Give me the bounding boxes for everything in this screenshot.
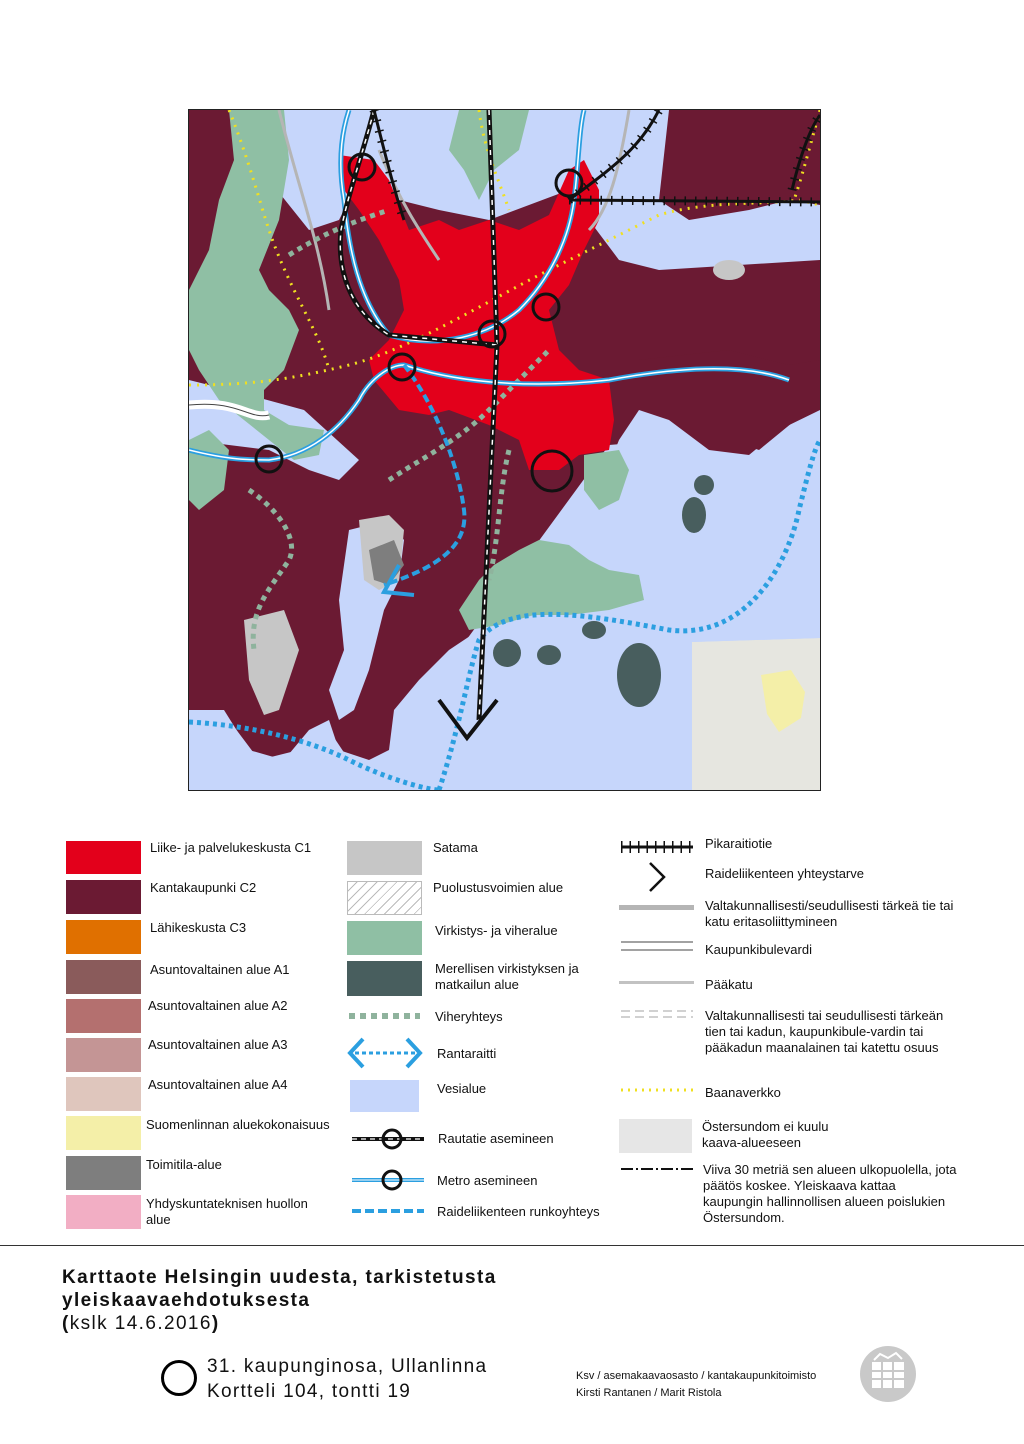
legend-label: Lähikeskusta C3 bbox=[150, 920, 247, 935]
legend-swatch-puolustus bbox=[347, 881, 422, 915]
footer-divider bbox=[0, 1245, 1024, 1246]
legend-swatch-toimitila bbox=[66, 1156, 141, 1190]
light-rail-line bbox=[569, 200, 820, 202]
legend-label: Merellisen virkistyksen ja matkailun alue bbox=[435, 961, 579, 992]
legend-label: Viheryhteys bbox=[435, 1009, 503, 1024]
location-line-2: Kortteli 104, tontti 19 bbox=[207, 1381, 412, 1402]
legend-swatch-a1 bbox=[66, 960, 141, 994]
legend-label: Suomenlinnan aluekokonaisuus bbox=[146, 1117, 330, 1132]
island bbox=[617, 643, 661, 707]
legend-symbol-bulevardi bbox=[619, 938, 695, 954]
legend-swatch-yhdyskunta bbox=[66, 1195, 141, 1229]
legend-symbol-paakatu bbox=[619, 981, 694, 984]
credit-line-1: Ksv / asemakaavaosasto / kantakaupunkitoimisto bbox=[576, 1370, 817, 1382]
island bbox=[582, 621, 606, 639]
legend-label: Viiva 30 metriä sen alueen ulkopuolella, jota päätös koskee. Yleiskaava kattaa kaupungin hallinnollisen alueen poislukien Östersundom. bbox=[703, 1162, 957, 1225]
legend-symbol-rautatie bbox=[350, 1126, 426, 1152]
island bbox=[713, 260, 745, 280]
island bbox=[493, 639, 521, 667]
general-plan-map bbox=[188, 109, 821, 791]
island bbox=[694, 475, 714, 495]
map-title-line-1: Karttaote Helsingin uudesta, tarkistetusta bbox=[62, 1267, 497, 1288]
legend-label: Pikaraitiotie bbox=[705, 836, 773, 851]
legend-label: Valtakunnallisesti/seudullisesti tärkeä tie tai katu eritasoliittymineen bbox=[705, 898, 954, 929]
legend-swatch-satama bbox=[347, 841, 422, 875]
legend-label: Raideliikenteen yhteystarve bbox=[705, 866, 864, 881]
location-line-1: 31. kaupunginosa, Ullanlinna bbox=[207, 1356, 488, 1377]
legend-label: Asuntovaltainen alue A4 bbox=[148, 1077, 288, 1092]
legend-symbol-yhteystarve bbox=[645, 860, 669, 894]
legend-label: Raideliikenteen runkoyhteys bbox=[437, 1204, 600, 1219]
location-circle-icon bbox=[161, 1360, 197, 1396]
legend-symbol-pikaraitiotie bbox=[619, 838, 695, 856]
legend-label: Östersundom ei kuulu kaava-alueeseen bbox=[702, 1119, 829, 1150]
legend-swatch-a2 bbox=[66, 999, 141, 1033]
legend-label: Kaupunkibulevardi bbox=[705, 942, 812, 957]
legend-label: Baanaverkko bbox=[705, 1085, 781, 1100]
legend-symbol-viheryhteys bbox=[347, 1010, 422, 1022]
legend-swatch-ostersundom bbox=[619, 1119, 692, 1153]
legend-swatch-a4 bbox=[66, 1077, 141, 1111]
legend-swatch-c2 bbox=[66, 880, 141, 914]
legend-label: Asuntovaltainen alue A2 bbox=[148, 998, 288, 1013]
legend-label: Liike- ja palvelukeskusta C1 bbox=[150, 840, 312, 855]
legend-symbol-valtakunnallinen bbox=[619, 905, 694, 910]
legend-symbol-maanalainen bbox=[619, 1008, 695, 1020]
legend-label: Vesialue bbox=[437, 1081, 487, 1096]
legend-swatch-virkistys bbox=[347, 921, 422, 955]
legend-label: Asuntovaltainen alue A3 bbox=[148, 1037, 288, 1052]
legend-swatch-suomenlinna bbox=[66, 1116, 141, 1150]
city-planning-logo-icon bbox=[860, 1346, 916, 1402]
legend-swatch-merellinen bbox=[347, 961, 422, 996]
legend-swatch-c3 bbox=[66, 920, 141, 954]
legend-label: Virkistys- ja viheralue bbox=[435, 923, 558, 938]
legend-label: Puolustusvoimien alue bbox=[433, 880, 564, 895]
legend-symbol-baanaverkko bbox=[619, 1086, 695, 1094]
map-date: kslk 14.6.2016 bbox=[69, 1313, 212, 1334]
legend-symbol-metro bbox=[350, 1167, 426, 1193]
legend-swatch-a3 bbox=[66, 1038, 141, 1072]
legend-symbol-rantaraitti bbox=[347, 1035, 423, 1071]
legend-symbol-runko bbox=[350, 1205, 426, 1217]
legend-swatch-c1 bbox=[66, 841, 141, 874]
island bbox=[682, 497, 706, 533]
legend-label: Metro asemineen bbox=[437, 1173, 538, 1188]
legend-label: Rautatie asemineen bbox=[438, 1131, 554, 1146]
map-title-line-3: (kslk 14.6.2016) bbox=[62, 1313, 220, 1334]
legend-label: Rantaraitti bbox=[437, 1046, 497, 1061]
legend-label: Kantakaupunki C2 bbox=[150, 880, 257, 895]
legend-label: Toimitila-alue bbox=[146, 1157, 222, 1172]
legend-label: Asuntovaltainen alue A1 bbox=[150, 962, 290, 977]
legend-label: Satama bbox=[433, 840, 478, 855]
legend-swatch-vesialue bbox=[350, 1080, 419, 1112]
legend-symbol-viiva bbox=[619, 1164, 695, 1174]
legend-label: Yhdyskuntateknisen huollon alue bbox=[146, 1196, 308, 1227]
island bbox=[537, 645, 561, 665]
legend-label: Pääkatu bbox=[705, 977, 753, 992]
map-title-line-2: yleiskaavaehdotuksesta bbox=[62, 1290, 311, 1311]
credit-line-2: Kirsti Rantanen / Marit Ristola bbox=[576, 1387, 722, 1399]
legend-label: Valtakunnallisesti tai seudullisesti tärkeän tien tai kadun, kaupunkibule-vardin tai pääkadun maanalainen tai katettu osuus bbox=[705, 1008, 944, 1055]
